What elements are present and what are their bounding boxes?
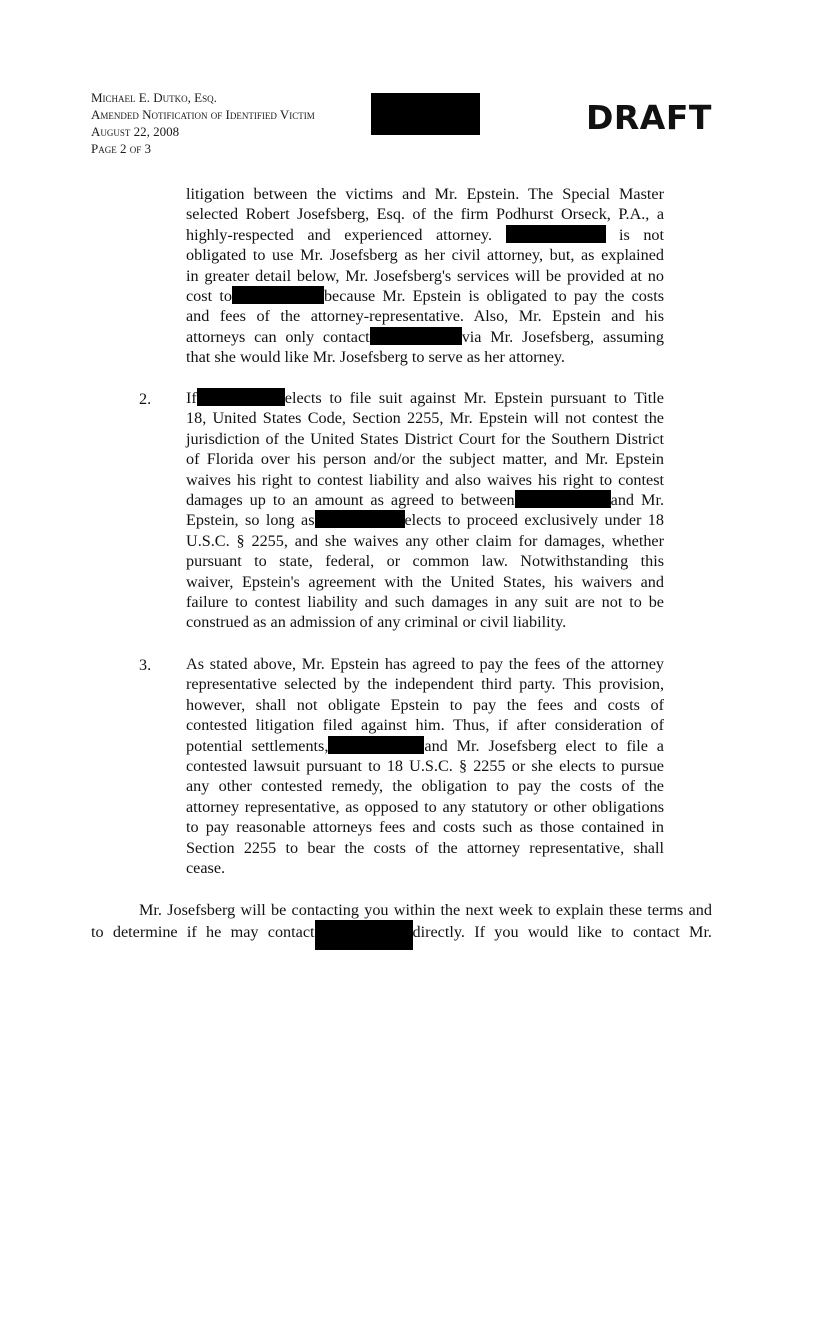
text-line: litigation between the victims and Mr. Epstein. The Special Master: [186, 185, 664, 203]
text-line: however, shall not obligate Epstein to pay the fees and costs of: [186, 695, 664, 714]
text-line: Epstein, so long as elects to proceed exclusively under 18: [186, 511, 664, 530]
text-line: cost to because Mr. Epstein is obligated to pay the costs: [186, 287, 664, 306]
text-line: construed as an admission of any criminal or civil liability.: [186, 613, 567, 632]
text-line: and fees of the attorney-representative. Also, Mr. Epstein and his: [186, 307, 664, 326]
item-2-number: 2.: [139, 390, 152, 408]
item-3-paragraph: [186, 654, 664, 878]
text-line: contested litigation filed against him. Thus, if after consideration of: [186, 716, 664, 735]
text-line: As stated above, Mr. Epstein has agreed to pay the fees of the attorney: [186, 655, 664, 673]
redaction: [370, 327, 462, 345]
text-line: to determine if he may contact directly. If you would like to contact Mr.: [91, 920, 712, 950]
text-line: waives his right to contest liability and also waives his right to contest: [186, 470, 664, 489]
redaction: [315, 920, 413, 950]
text-line: pursuant to state, federal, or common law. Notwithstanding this: [186, 552, 664, 571]
header-date: August 22, 2008: [91, 124, 180, 139]
text-line: potential settlements, and Mr. Josefsberg elect to file a: [186, 736, 664, 755]
text-line: of Florida over his person and/or the subject matter, and Mr. Epstein: [186, 450, 664, 469]
item-2-paragraph: [186, 388, 664, 633]
text-line: waiver, Epstein's agreement with the United States, his waivers and: [186, 572, 664, 591]
text-line: any other contested remedy, the obligation to pay the costs of the: [186, 777, 664, 796]
redaction: [506, 225, 606, 243]
text-line: attorney representative, as opposed to any statutory or other obligations: [186, 797, 664, 816]
text-line: Section 2255 to bear the costs of the attorney representative, shall: [186, 838, 664, 857]
text-line: Mr. Josefsberg will be contacting you within the next week to explain these terms and: [139, 901, 712, 919]
text-line: to pay reasonable attorneys fees and costs such as those contained in: [186, 818, 664, 837]
draft-watermark: DRAFT: [586, 98, 712, 137]
text-line: representative selected by the independent third party. This provision,: [186, 675, 664, 694]
intro-paragraph: [186, 184, 664, 368]
text-line: in greater detail below, Mr. Josefsberg's services will be provided at no: [186, 266, 664, 285]
text-line: attorneys can only contact via Mr. Josefsberg, assuming: [186, 327, 664, 346]
text-line: damages up to an amount as agreed to between and Mr.: [186, 491, 664, 510]
redaction: [515, 490, 611, 508]
redaction: [328, 736, 424, 754]
letter-header: [91, 89, 315, 157]
text-line: that she would like Mr. Josefsberg to serve as her attorney.: [186, 348, 565, 367]
closing-paragraph: [91, 900, 712, 950]
redaction-header: [371, 93, 480, 135]
text-line: cease.: [186, 859, 226, 878]
text-line: 18, United States Code, Section 2255, Mr. Epstein will not contest the: [186, 409, 664, 428]
text-line: obligated to use Mr. Josefsberg as her civil attorney, but, as explained: [186, 246, 664, 265]
text-line: If elects to file suit against Mr. Epstein pursuant to Title: [186, 389, 664, 407]
redaction: [232, 286, 324, 304]
header-subject: Amended Notification of Identified Victim: [91, 107, 315, 122]
text-line: highly-respected and experienced attorney. is not: [186, 225, 665, 244]
text-line: failure to contest liability and such damages in any suit are not to be: [186, 593, 664, 612]
text-line: selected Robert Josefsberg, Esq. of the firm Podhurst Orseck, P.A., a: [186, 205, 664, 224]
item-3-number: 3.: [139, 656, 152, 674]
header-recipient: Michael E. Dutko, Esq.: [91, 90, 217, 105]
redaction: [197, 388, 285, 406]
text-line: jurisdiction of the United States District Court for the Southern District: [186, 429, 664, 448]
text-line: U.S.C. § 2255, and she waives any other claim for damages, whether: [186, 531, 664, 550]
header-page-number: Page 2 of 3: [91, 141, 151, 156]
text-line: contested lawsuit pursuant to 18 U.S.C. § 2255 or she elects to pursue: [186, 757, 664, 776]
redaction: [315, 510, 405, 528]
